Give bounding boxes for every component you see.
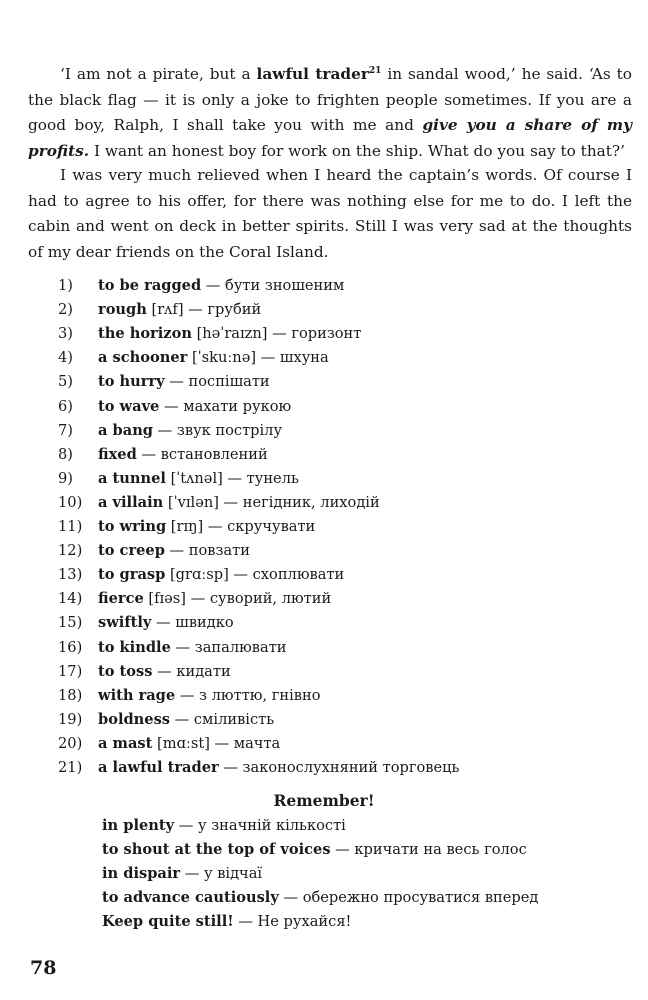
page-number: 78 (30, 957, 57, 979)
phrase-item: in plenty — у значній кількості (102, 817, 346, 834)
footnote-ref: 21 (368, 65, 382, 76)
paragraph-text: ‘I am not a pirate, but a (60, 65, 257, 83)
remember-heading: Remember! (273, 791, 375, 810)
book-page: ‘I am not a pirate, but a lawful trader$^{21}$ in sandal wood,’ he said. ‘As to the black flag — it is only a joke to frighten people sometimes. If you are a good boy, Ralph, I shall take you with me and give you a share of my profits. I want an honest boy for work on the ship. What do you say to that?’ I was very much relieved when I heard the captain’s words. Of course I had to agree to his offer, for there was nothing else for me to do. I left the cabin and went on deck in better spirits. Still I was very sad at the thoughts of my dear friends on the Coral Island. 1) to be ragged — бути зношеним 2) rough [rʌf] — грубий 3) the horizon [həˈraɪzn] — горизонт 4) a schooner [ˈskuːnə] — шхуна 5) to hurry — поспішати 6) to wave — махати рукою 7) a bang — звук пострілу 8) fixed — встановлений 9) a tunnel [ˈtʌnəl] — тунель 10) a villain [ˈvɪlən] — негідник, лиходій 11) to wring [rɪŋ] — скручувати 12) to creep — повзати 13) to grasp [grɑːsp] — схоплювати 14) fierce [fɪəs] — суворий, лютий 15) swiftly — швидко 16) to kindle — запалювати 17) to toss — кидати 18) with rage — з люттю, гнівно 19) boldness — сміливість 20) a mast [mɑːst] — мачта 21) a lawful trader — законослухняний торговець Remember! in plenty — у значній кількості to shout at the top of voices — кричати на весь голос in dispair — у відчаї to advance cautiously — обережно просуватися вперед Keep quite still! — Не рухайся! 78 (0, 0, 648, 1000)
phrase-item: to shout at the top of voices — кричати на весь голос (102, 841, 527, 858)
vocab-highlight: lawful trader (256, 65, 369, 83)
phrase-highlight: give you a share of my profits. (28, 116, 632, 160)
phrase-item: to advance cautiously — обережно просуватися вперед (102, 889, 539, 906)
story-paragraph-1 (28, 62, 632, 164)
story-paragraph-2: I was very much relieved when I heard the captain’s words. Of course I had to agree to his offer, for there was nothing else for me to do. I left the cabin and went on deck in better spirits. Still I was very sad at the thoughts of my dear friends on the Coral Island. (28, 166, 632, 261)
paragraph-text: I want an honest boy for work on the ship. What do you say to that?’ (89, 141, 626, 160)
paragraph-text: in sandal wood,’ he said. ‘As to the black flag — it is only a joke to frighten people sometimes. If you are a good boy, Ralph, I shall take you with me and (28, 65, 632, 134)
phrase-item: Keep quite still! — Не рухайся! (102, 913, 352, 930)
phrase-item: in dispair — у відчаї (102, 865, 263, 882)
